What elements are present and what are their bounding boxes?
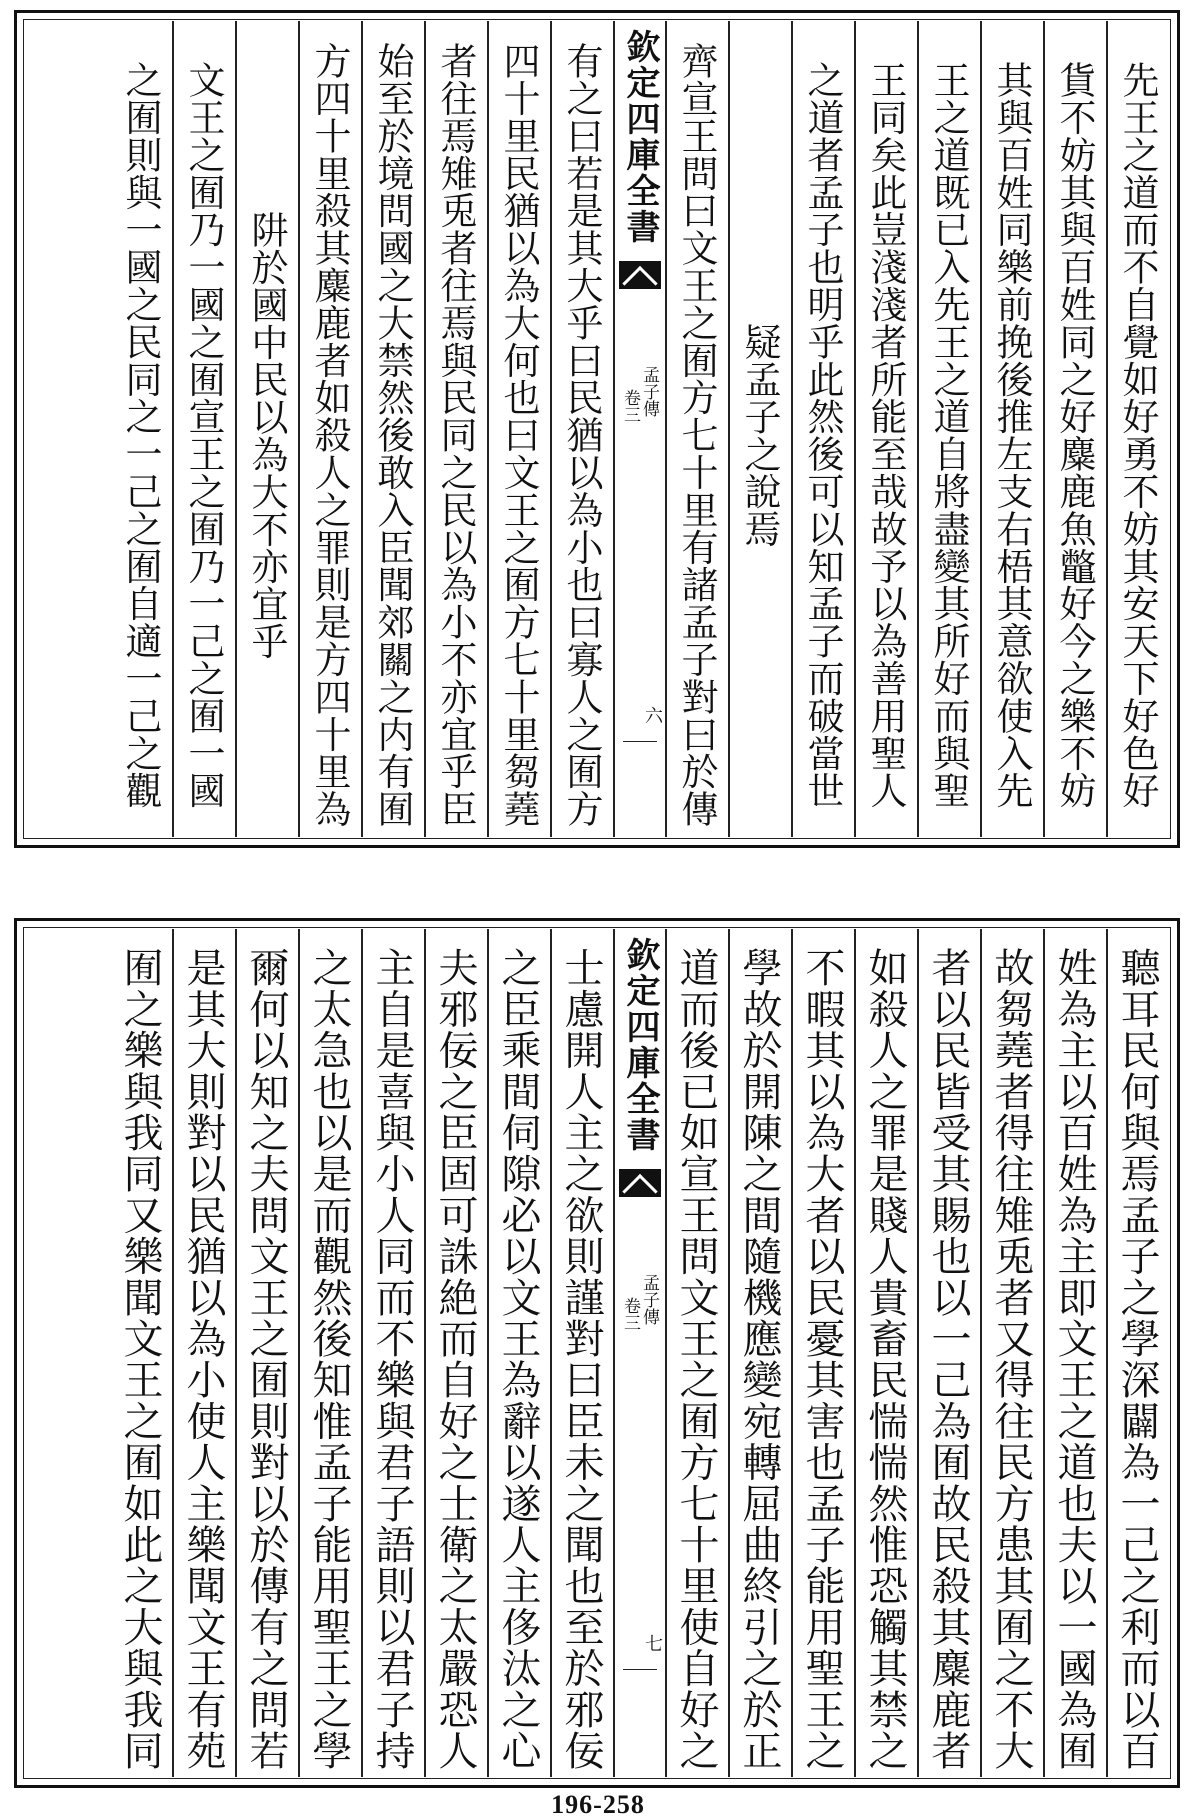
text-column (361, 929, 424, 1777)
text-column (980, 21, 1043, 837)
column-text: 不暇其以為大者以民憂其害也孟子能用聖王之 (799, 947, 845, 1771)
column-text: 方四十里殺其麋鹿者如殺人之罪則是方四十里為 (308, 42, 351, 828)
column-text: 夫邪佞之臣固可誅絶而自好之士衛之太嚴恐人 (432, 947, 478, 1771)
text-column (728, 929, 791, 1777)
fish-tail-mark (619, 1169, 661, 1197)
column-text: 貨不妨其與百姓同之好麋鹿魚鼈好今之樂不妨 (1053, 61, 1096, 809)
column-text: 之臣乘間伺隙必以文王為辭以遂人主侈汰之心 (495, 947, 541, 1771)
column-text: 文王之囿乃一國之囿宣王之囿乃一己之囿一國 (182, 61, 225, 809)
column-text: 先王之道而不自覺如好勇不妨其安天下好色好 (1116, 61, 1159, 809)
page-number: 七 (642, 1634, 663, 1652)
fish-tail-mark (619, 261, 661, 289)
text-column (235, 21, 298, 837)
column-text: 學故於開陳之間隨機應變宛轉屈曲終引之於正 (736, 947, 782, 1771)
column-text: 道而後已如宣王問文王之囿方七十里使自好之 (673, 947, 719, 1771)
text-column (235, 929, 298, 1777)
column-text: 阱於國中民以為大不亦宜乎 (245, 210, 288, 660)
book-title: 孟子傳 (639, 366, 659, 417)
column-text: 始至於境問國之大禁然後敢入臣聞郊關之内有囿 (371, 42, 414, 828)
column-text: 之囿則與一國之民同之一己之囿自適一己之觀 (119, 61, 162, 809)
library-title: 欽定四庫全書 (620, 29, 660, 245)
column-text: 其與百姓同樂前挽後推左支右梧其意欲使入先 (990, 61, 1033, 809)
text-column (172, 21, 235, 837)
top-page-columns (25, 21, 1169, 837)
text-column (424, 21, 487, 837)
text-column (854, 929, 917, 1777)
column-text: 齊宣王問曰文王之囿方七十里有諸孟子對曰於傳 (675, 42, 718, 828)
text-column (550, 929, 613, 1777)
text-column (854, 21, 917, 837)
column-text: 主自是喜與小人同而不樂與君子語則以君子持 (369, 947, 415, 1771)
text-column (1043, 929, 1106, 1777)
text-column (487, 929, 550, 1777)
text-column (487, 21, 550, 837)
text-column (728, 21, 791, 837)
text-column (1106, 21, 1169, 837)
center-fold (613, 21, 665, 837)
divider (623, 1669, 657, 1670)
column-text: 爾何以知之夫問文王之囿則對以於傳有之問若 (243, 947, 289, 1771)
column-text: 故芻蕘者得往雉兎者又得往民方患其囿之不大 (988, 947, 1034, 1771)
column-text: 王同矣此豈淺淺者所能至哉故予以為善用聖人 (864, 61, 907, 809)
volume-label: 卷三 (620, 1297, 640, 1331)
text-column (172, 929, 235, 1777)
column-text: 士慮開人主之欲則謹對曰臣未之聞也至於邪佞 (558, 947, 604, 1771)
text-column (424, 929, 487, 1777)
library-title: 欽定四庫全書 (620, 937, 660, 1153)
page-footer-number: 196-258 (551, 1790, 645, 1819)
bottom-page-columns (25, 929, 1169, 1777)
text-column (298, 21, 361, 837)
text-column (106, 21, 172, 837)
column-text: 如殺人之罪是賤人貴畜民惴惴然惟恐觸其禁之 (862, 947, 908, 1771)
volume-label: 卷三 (620, 389, 640, 423)
book-title: 孟子傳 (639, 1274, 659, 1325)
text-column (980, 929, 1043, 1777)
divider (623, 741, 657, 742)
text-column (550, 21, 613, 837)
column-text: 囿之樂與我同又樂聞文王之囿如此之大與我同 (117, 947, 163, 1771)
text-column (1106, 929, 1169, 1777)
text-column (106, 929, 172, 1777)
text-column (665, 929, 728, 1777)
text-column (361, 21, 424, 837)
column-text: 者往焉雉兎者往焉與民同之民以為小不亦宜乎臣 (434, 42, 477, 828)
column-text: 姓為主以百姓為主即文王之道也夫以一國為囿 (1051, 947, 1097, 1771)
column-text: 有之曰若是其大乎曰民猶以為小也曰寡人之囿方 (560, 42, 603, 828)
top-page (14, 10, 1180, 848)
center-fold (613, 929, 665, 1777)
text-column (1043, 21, 1106, 837)
text-column (917, 929, 980, 1777)
text-column (791, 21, 854, 837)
bottom-page (14, 918, 1180, 1788)
column-text: 疑孟子之說焉 (738, 322, 781, 548)
text-column (665, 21, 728, 837)
text-column (298, 929, 361, 1777)
text-column (791, 929, 854, 1777)
column-text: 四十里民猶以為大何也曰文王之囿方七十里芻蕘 (497, 42, 540, 828)
page-number: 六 (642, 706, 663, 724)
column-text: 者以民皆受其賜也以一己為囿故民殺其麋鹿者 (925, 947, 971, 1771)
column-text: 之太急也以是而觀然後知惟孟子能用聖王之學 (306, 947, 352, 1771)
text-column (917, 21, 980, 837)
column-text: 之道者孟子也明乎此然後可以知孟子而破當世 (801, 61, 844, 809)
column-text: 王之道既已入先王之道自將盡變其所好而與聖 (927, 61, 970, 809)
column-text: 聽耳民何與焉孟子之學深闢為一己之利而以百 (1114, 947, 1160, 1771)
column-text: 是其大則對以民猶以為小使人主樂聞文王有苑 (180, 947, 226, 1771)
